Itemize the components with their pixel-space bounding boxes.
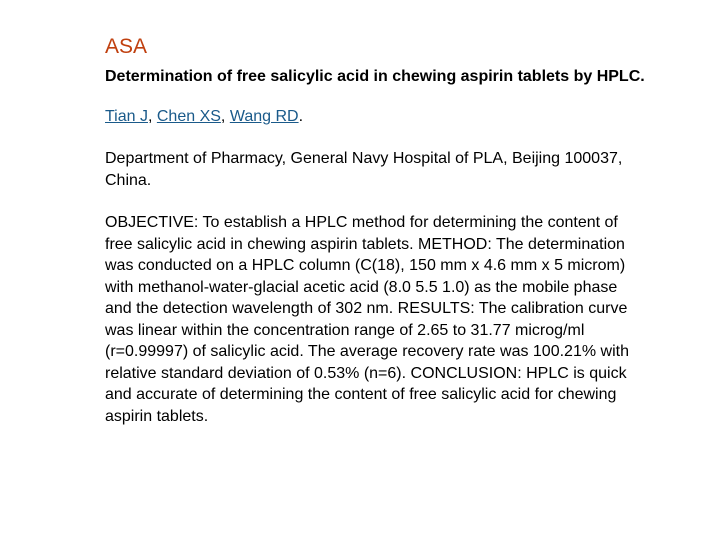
affiliation: Department of Pharmacy, General Navy Hospital of PLA, Beijing 100037, China.: [105, 150, 623, 189]
article-record: [105, 34, 645, 427]
journal-heading: ASA: [105, 35, 148, 58]
author-list-end: .: [298, 108, 304, 125]
author-list: [105, 106, 645, 128]
author-link-chen[interactable]: Chen XS: [156, 108, 221, 125]
author-link-tian[interactable]: Tian J: [105, 108, 148, 125]
author-link-wang[interactable]: Wang RD: [229, 108, 299, 125]
article-title: Determination of free salicylic acid in chewing aspirin tablets by HPLC.: [105, 68, 645, 85]
author-separator: ,: [220, 108, 230, 125]
author-separator: ,: [147, 108, 157, 125]
abstract: OBJECTIVE: To establish a HPLC method for determining the content of free salicylic acid in chewing aspirin tablets. METHOD: The determination was conducted on a HPLC column (C(18), 150 mm x 4.6 mm x 5 microm) with methanol-water-glacial acetic acid (8.0 5.5 1.0) as the mobile phase and the detection wavelength of 302 nm. RESULTS: The calibration curve was linear within the concentration range of 2.65 to 31.77 microg/ml (r=0.99997) of salicylic acid. The average recovery rate was 100.21% with relative standard deviation of 0.53% (n=6). CONCLUSION: HPLC is quick and accurate of determining the content of free salicylic acid for chewing aspirin tablets.: [105, 214, 629, 425]
